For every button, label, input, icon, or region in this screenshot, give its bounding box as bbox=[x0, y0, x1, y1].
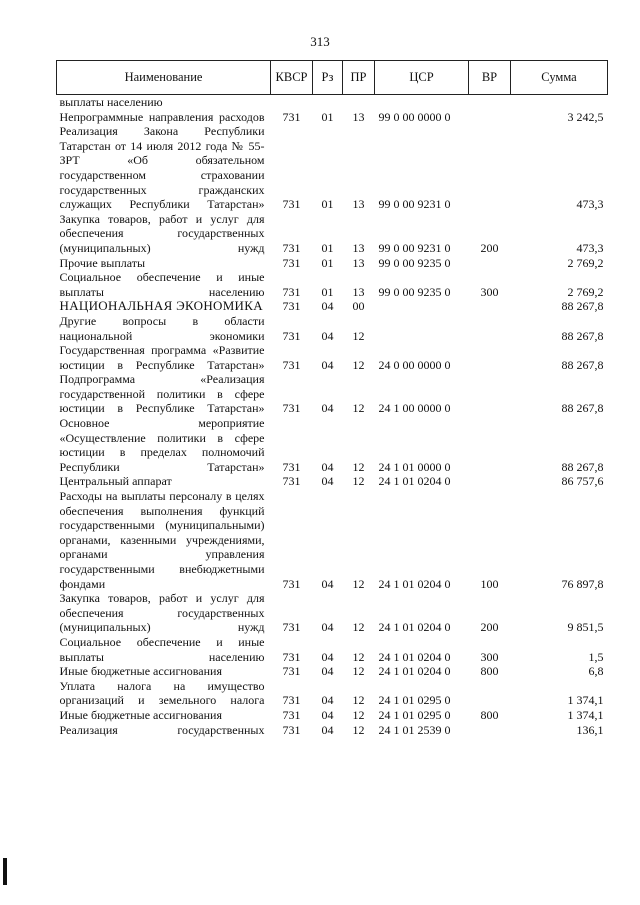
cell-rz: 04 bbox=[321, 576, 334, 591]
cell-pr: 13 bbox=[352, 197, 365, 212]
cell-rz: 04 bbox=[321, 707, 334, 722]
cell-sum: 88 267,8 bbox=[561, 299, 604, 314]
cell-kvsr: 731 bbox=[282, 459, 301, 474]
table-row bbox=[57, 489, 608, 591]
table-row bbox=[57, 299, 608, 314]
cell-vr bbox=[469, 314, 511, 343]
table-row bbox=[57, 416, 608, 474]
cell-sum: 3 242,5 bbox=[567, 109, 604, 124]
cell-vr bbox=[469, 723, 511, 738]
cell-kvsr: 731 bbox=[282, 576, 301, 591]
table-row bbox=[57, 679, 608, 708]
cell-csr: 24 1 01 0204 0 bbox=[378, 649, 451, 664]
cell-vr: 800 bbox=[480, 664, 499, 679]
cell-sum: 473,3 bbox=[576, 197, 604, 212]
cell-csr: 24 0 00 0000 0 bbox=[378, 357, 451, 372]
cell-rz: 01 bbox=[321, 255, 334, 270]
header-rz: Рз bbox=[313, 61, 343, 95]
cell-pr: 12 bbox=[352, 707, 365, 722]
cell-kvsr: 731 bbox=[282, 474, 301, 489]
cell-name: выплаты населению bbox=[59, 95, 163, 109]
cell-vr: 300 bbox=[480, 649, 499, 664]
cell-rz: 04 bbox=[321, 474, 334, 489]
cell-name: Основное мероприятие «Осуществление политики в сфере юстиции в пределах полномочий Республики Татарстан» bbox=[59, 416, 265, 474]
cell-vr bbox=[469, 110, 511, 125]
cell-kvsr: 731 bbox=[282, 109, 301, 124]
cell-vr bbox=[469, 474, 511, 489]
cell-vr bbox=[469, 95, 511, 110]
table-header-row bbox=[57, 61, 608, 95]
table-row bbox=[57, 270, 608, 299]
cell-csr bbox=[375, 314, 469, 343]
cell-rz: 04 bbox=[321, 693, 334, 708]
cell-vr bbox=[469, 256, 511, 271]
cell-name: Прочие выплаты bbox=[59, 255, 146, 270]
cell-csr bbox=[375, 299, 469, 314]
cell-kvsr: 731 bbox=[282, 620, 301, 635]
cell-sum: 9 851,5 bbox=[567, 620, 604, 635]
cell-rz: 04 bbox=[321, 620, 334, 635]
cell-vr bbox=[469, 124, 511, 212]
cell-kvsr: 731 bbox=[282, 401, 301, 416]
table-row bbox=[57, 635, 608, 664]
cell-pr bbox=[343, 95, 375, 110]
cell-sum bbox=[511, 95, 608, 110]
cell-sum: 86 757,6 bbox=[561, 474, 604, 489]
cell-vr bbox=[469, 343, 511, 372]
cell-kvsr bbox=[271, 95, 313, 110]
cell-csr: 24 1 01 0204 0 bbox=[378, 474, 451, 489]
cell-pr: 00 bbox=[352, 299, 365, 314]
page-number: 313 bbox=[310, 34, 330, 49]
cell-vr bbox=[469, 372, 511, 416]
table-row bbox=[57, 212, 608, 256]
cell-sum: 2 769,2 bbox=[567, 255, 604, 270]
cell-pr: 12 bbox=[352, 620, 365, 635]
cell-vr: 100 bbox=[480, 576, 499, 591]
cell-rz: 04 bbox=[321, 459, 334, 474]
cell-csr: 24 1 00 0000 0 bbox=[378, 401, 451, 416]
cell-pr: 12 bbox=[352, 357, 365, 372]
cell-vr: 800 bbox=[480, 707, 499, 722]
cell-name: Закупка товаров, работ и услуг для обеспечения государственных (муниципальных) нужд bbox=[59, 591, 265, 635]
cell-sum: 1,5 bbox=[588, 649, 604, 664]
cell-sum: 1 374,1 bbox=[567, 707, 604, 722]
cell-name: Уплата налога на имущество организаций и земельного налога bbox=[59, 678, 265, 708]
cell-kvsr: 731 bbox=[282, 649, 301, 664]
cell-name: Реализация государственных bbox=[59, 722, 265, 737]
table-row bbox=[57, 343, 608, 372]
cell-kvsr: 731 bbox=[282, 299, 301, 314]
cell-sum: 473,3 bbox=[576, 240, 604, 255]
cell-pr: 13 bbox=[352, 109, 365, 124]
cell-vr: 300 bbox=[480, 284, 499, 299]
cell-pr: 12 bbox=[352, 474, 365, 489]
table-row bbox=[57, 95, 608, 110]
header-kvsr: КВСР bbox=[271, 61, 313, 95]
budget-table bbox=[56, 60, 608, 737]
cell-csr: 24 1 01 0204 0 bbox=[378, 664, 451, 679]
table-row bbox=[57, 372, 608, 416]
table-row bbox=[57, 708, 608, 723]
cell-kvsr: 731 bbox=[282, 664, 301, 679]
cell-sum: 2 769,2 bbox=[567, 284, 604, 299]
cell-rz: 04 bbox=[321, 649, 334, 664]
table-row bbox=[57, 256, 608, 271]
cell-kvsr: 731 bbox=[282, 197, 301, 212]
cell-rz: 04 bbox=[321, 299, 334, 314]
header-vr: ВР bbox=[469, 61, 511, 95]
table-row bbox=[57, 664, 608, 679]
table-row bbox=[57, 591, 608, 635]
cell-kvsr: 731 bbox=[282, 693, 301, 708]
cell-name: Социальное обеспечение и иные выплаты населению bbox=[59, 634, 265, 664]
cell-sum: 6,8 bbox=[588, 664, 604, 679]
cell-name: Расходы на выплаты персоналу в целях обеспечения выполнения функций государственными (муниципальными) органами, казенными учреждениями, органами управления государственными внебюджетными фондами bbox=[59, 489, 265, 591]
cell-kvsr: 731 bbox=[282, 357, 301, 372]
cell-pr: 12 bbox=[352, 693, 365, 708]
cell-pr: 12 bbox=[352, 722, 365, 737]
cell-csr: 24 1 01 0000 0 bbox=[378, 459, 451, 474]
cell-csr: 24 1 01 2539 0 bbox=[378, 722, 451, 737]
cell-rz: 04 bbox=[321, 401, 334, 416]
cell-name: Иные бюджетные ассигнования bbox=[59, 664, 222, 679]
cell-csr bbox=[375, 95, 469, 110]
cell-kvsr: 731 bbox=[282, 707, 301, 722]
cell-rz: 04 bbox=[321, 357, 334, 372]
cell-csr: 24 1 01 0295 0 bbox=[378, 707, 451, 722]
cell-sum: 88 267,8 bbox=[561, 357, 604, 372]
cell-csr: 24 1 01 0295 0 bbox=[378, 693, 451, 708]
cell-rz: 04 bbox=[321, 722, 334, 737]
cell-pr: 13 bbox=[352, 240, 365, 255]
cell-kvsr: 731 bbox=[282, 722, 301, 737]
table-row bbox=[57, 110, 608, 125]
cell-csr: 24 1 01 0204 0 bbox=[378, 620, 451, 635]
cell-rz bbox=[313, 95, 343, 110]
cell-vr bbox=[469, 679, 511, 708]
cell-vr: 200 bbox=[480, 620, 499, 635]
header-sum: Сумма bbox=[511, 61, 608, 95]
cell-kvsr: 731 bbox=[282, 240, 301, 255]
cell-rz: 01 bbox=[321, 197, 334, 212]
cell-kvsr: 731 bbox=[282, 328, 301, 343]
table-row bbox=[57, 314, 608, 343]
cell-pr: 12 bbox=[352, 664, 365, 679]
cell-name: Непрограммные направления расходов bbox=[59, 109, 265, 124]
cell-name: Социальное обеспечение и иные выплаты населению bbox=[59, 270, 265, 299]
header-pr: ПР bbox=[343, 61, 375, 95]
header-name: Наименование bbox=[57, 61, 271, 95]
cell-name: Государственная программа «Развитие юстиции в Республике Татарстан» bbox=[59, 343, 265, 372]
cell-rz: 04 bbox=[321, 328, 334, 343]
cell-name: Подпрограмма «Реализация государственной политики в сфере юстиции в Республике Татарстан» bbox=[59, 372, 265, 416]
cell-pr: 12 bbox=[352, 576, 365, 591]
cell-sum: 1 374,1 bbox=[567, 693, 604, 708]
cell-kvsr: 731 bbox=[282, 255, 301, 270]
cell-rz: 01 bbox=[321, 240, 334, 255]
cell-csr: 99 0 00 9231 0 bbox=[378, 197, 451, 212]
cell-sum: 88 267,8 bbox=[561, 328, 604, 343]
cell-sum: 76 897,8 bbox=[561, 576, 604, 591]
cell-vr bbox=[469, 416, 511, 474]
cell-sum: 136,1 bbox=[576, 722, 604, 737]
cell-vr bbox=[469, 299, 511, 314]
cell-name: Реализация Закона Республики Татарстан от 14 июля 2012 года № 55-ЗРТ «Об обязательном государственном страховании государственных гражданских служащих Республики Татарстан» bbox=[59, 124, 265, 212]
cell-rz: 01 bbox=[321, 284, 334, 299]
cell-name: Иные бюджетные ассигнования bbox=[59, 707, 222, 722]
cell-csr: 24 1 01 0204 0 bbox=[378, 576, 451, 591]
cell-csr: 99 0 00 9235 0 bbox=[378, 284, 451, 299]
header-csr: ЦСР bbox=[375, 61, 469, 95]
cell-name: Другие вопросы в области национальной экономики bbox=[59, 313, 265, 343]
cell-pr: 13 bbox=[352, 284, 365, 299]
cell-pr: 12 bbox=[352, 459, 365, 474]
cell-pr: 12 bbox=[352, 401, 365, 416]
cell-pr: 12 bbox=[352, 649, 365, 664]
table-row bbox=[57, 723, 608, 738]
cell-name: НАЦИОНАЛЬНАЯ ЭКОНОМИКА bbox=[59, 298, 263, 314]
cell-sum: 88 267,8 bbox=[561, 401, 604, 416]
cell-sum: 88 267,8 bbox=[561, 459, 604, 474]
cell-rz: 01 bbox=[321, 109, 334, 124]
cell-name: Центральный аппарат bbox=[59, 474, 172, 489]
cell-kvsr: 731 bbox=[282, 284, 301, 299]
cell-pr: 12 bbox=[352, 328, 365, 343]
cell-csr: 99 0 00 9235 0 bbox=[378, 255, 451, 270]
table-row bbox=[57, 474, 608, 489]
margin-mark bbox=[3, 858, 7, 885]
cell-csr: 99 0 00 9231 0 bbox=[378, 240, 451, 255]
cell-name: Закупка товаров, работ и услуг для обеспечения государственных (муниципальных) нужд bbox=[59, 211, 265, 255]
table-row bbox=[57, 124, 608, 212]
cell-rz: 04 bbox=[321, 664, 334, 679]
cell-pr: 13 bbox=[352, 255, 365, 270]
cell-vr: 200 bbox=[480, 240, 499, 255]
cell-csr: 99 0 00 0000 0 bbox=[378, 109, 451, 124]
